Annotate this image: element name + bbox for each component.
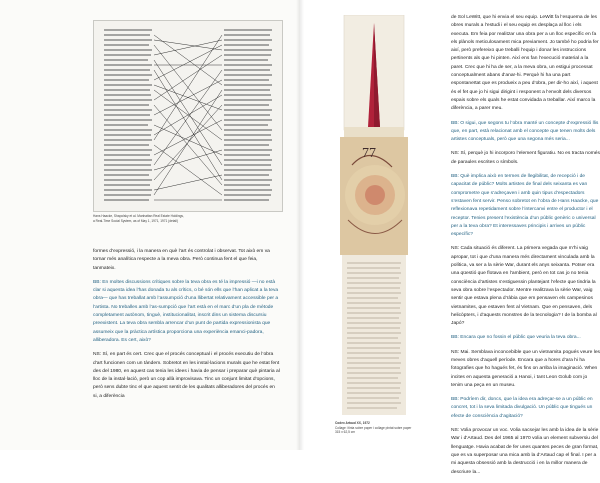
paragraph-answer: NS: Volia provocar un voc. Volia sacsejar les amb la idea de la sèrie War i d’Artaud. Des del 1965 al 1970 volia un element subversiu del llenguatge. Havia acabat de fer unes quantes peces de gran format, que es va superposar una mica amb la d’Artaud cap el final. I per a mi aquesta obsessió amb la destrucció i en la millor manera de descriure la... bbox=[451, 428, 599, 475]
paragraph-answer: NS: Cada situació és diferent. La primera vegada que m’hi vaig apropar, tot i que d’una manera més directament vinculada amb la política, va ser a la sèrie War, durant els anys seixanta. Potser era una qüestió que flotava en l’ambient, però en tot cas jo no tenia consciència d’artistes s’estiguessin plantejant l’efecte que tindria la seva obra sobre l’espectador. Mentre realitzava la sèrie War, vaig sentir que estava plena d’ràbia que em pensaven els campesinos vietnamites, que estaven fent al Vietnam. Que en pensaven, dels helicòpters, i d’aquests monstres de la tecnologia? I de la bomba al Japó? bbox=[451, 246, 597, 327]
paragraph-question: BB: En moltes discussions crítiques sobre la teva obra es té la impressió —i no està clar si aquesta idea l’has donada tu als crítics, o bé són ells que l’han aplicat a la teva obra— que has treballat amb l’assumpció d’una llibertat relativament accessible per a l’artista. No treballes amb l’as-sumpció que l’art està en el marc d’un pla de mètode completament autònom, tinguè, institucionalitat, inscrit dins un sistema discursiu preexistent. La teva obra sembla arrencar d’un punt de partida expressionista que assumeix que la pràctica artística proporciona una experiència emanci-padora, alliberadora. Es cert, això? bbox=[93, 279, 279, 343]
caption-title: Codex Artaud XX, 1972 bbox=[335, 421, 370, 425]
body-text-right bbox=[451, 14, 600, 483]
svg-text:77: 77 bbox=[362, 146, 376, 161]
paragraph-answer: formes d’expressió, i la manera en què l’art és controlat i observat. Tot això em va tornar més analítica respecte a la meva obra. Però continua fent el que feia, tanmateix. bbox=[93, 249, 270, 271]
book-gutter bbox=[296, 0, 304, 450]
figure-caption bbox=[93, 214, 253, 223]
artwork-codex-artaud bbox=[340, 15, 408, 415]
paragraph-question: BB: Encara que no fossin el públic que veuria la teva obra... bbox=[451, 335, 581, 341]
caption-line: Hans Haacke, Shapolsky et al. Manhattan Real Estate Holdings, bbox=[93, 214, 184, 218]
caption-line: 315 x 62,5 cm bbox=[335, 430, 356, 435]
paragraph-answer: NS: Sí, en part és cert. Crec que el procés conceptual i el procés executiu de l’obra d’art funcionen com un tàndem. Sobretot en les instal·lacions murals que he estat fent des del 1980, en aquest cas tenia les idees i havia de pensar i preparar què pintaria al lloc de la instal·lació, però un cop allà improvisava. Tinc un conjunt limitat d’opcions, però sens dubte tinc el que aquest sentit de les qualitats alliberadores del procés en si, a diferència bbox=[93, 352, 280, 399]
caption-line: a Real-Time Social System, as of May 1, 1971, 1971 (detall) bbox=[93, 218, 178, 223]
left-page bbox=[0, 0, 300, 450]
paragraph-question: BB: Podríem dir, doncs, que la idea era adreçar-se a un públic en concret, tot i la seva limitada divulgació. Un públic que tingués un efecte de consciència d’agitació? bbox=[451, 397, 593, 419]
paragraph-question: BB: Què implica això en termes de llegibilitat, de recepció i de capacitat de públic? Molts artistes de final dels seixanta es van comprometre que s’adreçaven i amb quin tipus d’espectadors s’estaven fent servir. Penso sobretot en l’obra de Hans Haacke, que reflexionava repetidament sobre l’intercanvi entre el productor i el receptor. Tenies present l’existència d’un públic genèric o universal per a la teva obra? Et interessaves principis i arrives un públic específic? bbox=[451, 174, 599, 238]
paragraph-answer: NS: Sí, perquè jo hi incorporo l’element figuratiu. No es tracta només de paraules escrites o símbols. bbox=[451, 151, 600, 165]
document-list-diagram-icon bbox=[94, 21, 282, 211]
figure-haacke bbox=[93, 20, 283, 212]
paragraph-question: BB: O sigui, que segons tu l’obra manté un concepte d’expressió llis que, en part, està relacionat amb el concepte que tenen molts dels artistes conceptuals, però que una segona més seria... bbox=[451, 120, 599, 143]
paragraph-answer: NS: Mai. Semblava inconcebible que un vietnamita pogués veure les meves obres d’aquell període. Encara que a hores d’ara hi ha fotografies que ho hagués fet, és fins on arriba la imaginació. When incites en aquesta generació a Hanoi, i tant Leon Golub com jo tenim una peça en un museu. bbox=[451, 349, 600, 388]
body-text bbox=[93, 248, 281, 407]
artwork-caption bbox=[335, 421, 415, 435]
hanging-scroll-artwork-icon bbox=[340, 15, 408, 415]
paragraph-answer: de Sol LeWitt, que hi envia el seu equip. LeWitt fa l’esquema de les obres murals a l’estudi i el seu equip es desplaça al lloc i els executa. Em feia por realitzar una obra per a un lloc específic en fa els plànols meticulosament mica previament. Jo també ho podria fer així, però prefereixo que treballi l’equip i donar les instruccions pertinents als que hi pinten. Així ens fan l’execució material a la paret. Crec que hi ha de ser, a la meva obra, un estigui processat conceptualment abans d’anar-hi. Perquè hi ha una part espontaneïtat que es produeix a peu d’obra, per dir-ho així, i aquest és el fet que jo hi sigui dirigint i responent a l’envolt dels diversos espais sobre els quals he estat convidada a treballar. Així marco la diferència, a parer meu. bbox=[451, 15, 599, 112]
caption-line: Collage i tinta sobre paper i collage pintat sobre paper bbox=[335, 425, 412, 430]
